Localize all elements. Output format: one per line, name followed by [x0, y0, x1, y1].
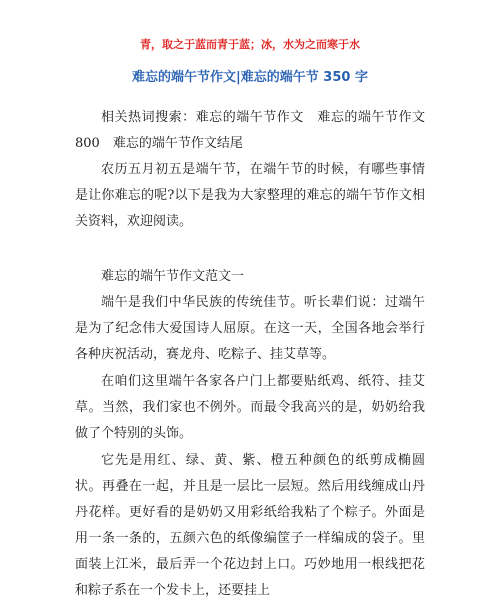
body-paragraph: 它先是用红、绿、黄、紫、橙五种颜色的纸剪成椭圆状。再叠在一起，并且是一层比一层短。然后用线缠成山丹丹花样。更好看的是奶奶又用彩纸给我粘了个粽子。外面是用一条一条的，五颜六色的纸像编筐子一样编成的袋子。里面装上江米，最后弄一个花边封上口。巧妙地用一根线把花和粽子系在一个发卡上，还要挂上: [75, 453, 425, 598]
related-keywords: 相关热词搜索：难忘的端午节作文 难忘的端午节作文 800 难忘的端午节作文结尾: [75, 110, 425, 151]
document-title: 难忘的端午节作文|难忘的端午节 350 字: [132, 70, 368, 85]
body-paragraph: 端午是我们中华民族的传统佳节。听长辈们说：过端午是为了纪念伟大爱国诗人屈原。在这一天，全国各地会举行各种庆祝活动，赛龙舟、吃粽子、挂艾草等。: [75, 295, 425, 362]
header-motto: 青，取之于蓝而青于蓝；冰，水为之而寒于水: [140, 38, 360, 51]
section-heading: 难忘的端午节作文范文一: [101, 269, 245, 284]
body-paragraph: 在咱们这里端午各家各户门上都要贴纸鸡、纸符、挂艾草。当然，我们家也不例外。而最令我高兴的是，奶奶给我做了个特别的头饰。: [75, 374, 425, 441]
intro-paragraph: 农历五月初五是端午节，在端午节的时候，有哪些事情是让你难忘的呢?以下是我为大家整理的难忘的端午节作文相关资料，欢迎阅读。: [75, 162, 425, 229]
